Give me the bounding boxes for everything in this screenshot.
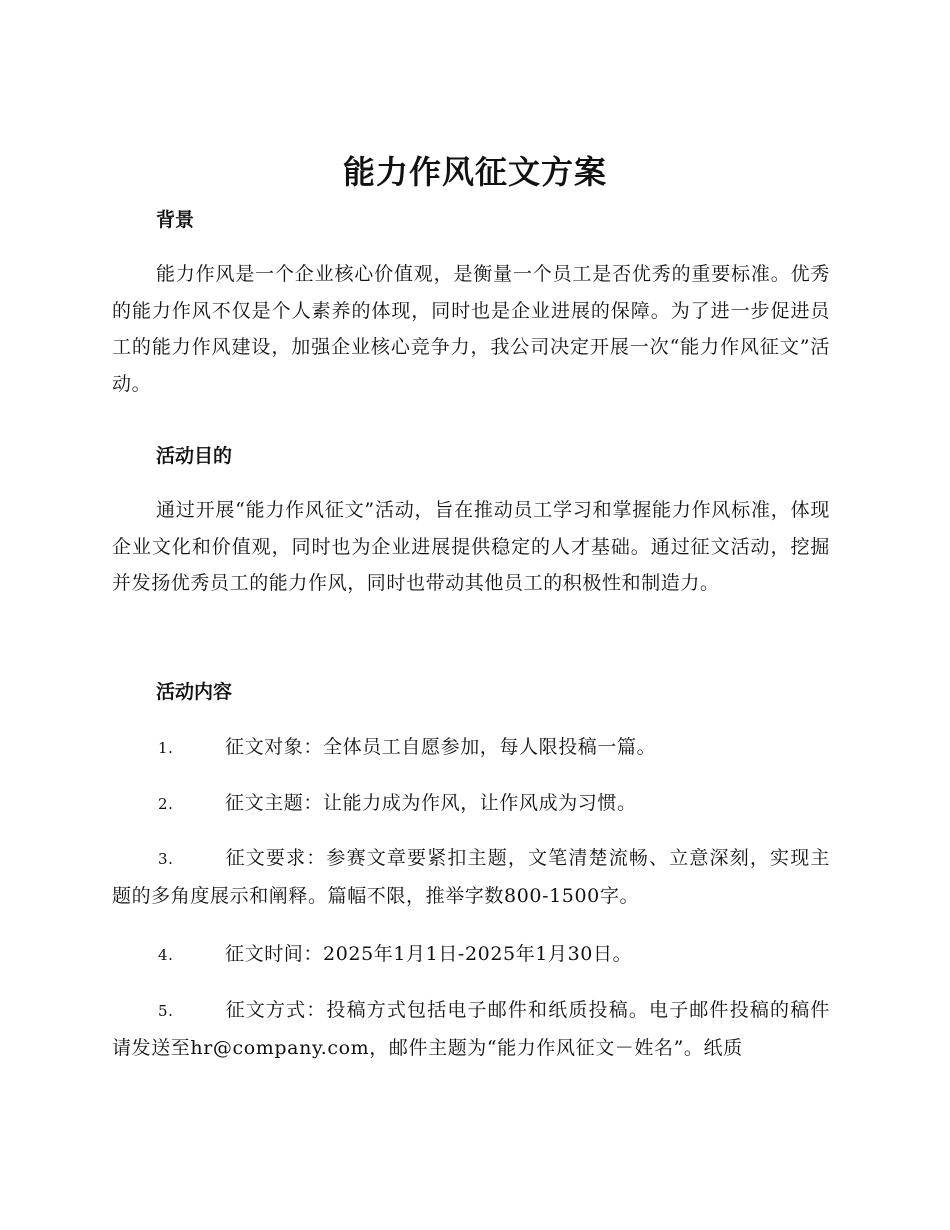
- list-item-number: 4.: [158, 946, 174, 964]
- list-item: [112, 840, 830, 914]
- list-item-number: 3.: [158, 850, 174, 868]
- list-item-text: 征文对象：全体员工自愿参加，每人限投稿一篇。: [225, 736, 657, 758]
- list-item-text: 征文方式：投稿方式包括电子邮件和纸质投稿。电子邮件投稿的稿件请发送至hr@company.com，邮件主题为“能力作风征文－姓名”。纸质: [112, 999, 830, 1059]
- section-paragraph-purpose: 通过开展“能力作风征文”活动，旨在推动员工学习和掌握能力作风标准，体现企业文化和价值观，同时也为企业进展提供稳定的人才基础。通过征文活动，挖掘并发扬优秀员工的能力作风，同时也带动其他员工的积极性和制造力。: [112, 499, 830, 594]
- list-item: [112, 992, 830, 1066]
- section-paragraph-background: 能力作风是一个企业核心价值观，是衡量一个员工是否优秀的重要标准。优秀的能力作风不仅是个人素养的体现，同时也是企业进展的保障。为了进一步促进员工的能力作风建设，加强企业核心竞争力，我公司决定开展一次“能力作风征文”活动。: [112, 263, 830, 395]
- list-item-number: 1.: [158, 739, 174, 757]
- section-heading-background: 背景: [156, 209, 195, 231]
- list-item-text: 征文时间：2025年1月1日-2025年1月30日。: [225, 943, 633, 965]
- list-item: [112, 936, 830, 974]
- list-item-number: 5.: [158, 1002, 174, 1020]
- list-item-text: 征文主题：让能力成为作风，让作风成为习惯。: [225, 792, 637, 814]
- list-item-text: 征文要求：参赛文章要紧扣主题，文笔清楚流畅、立意深刻，实现主题的多角度展示和阐释。篇幅不限，推举字数800-1500字。: [112, 847, 830, 907]
- list-item: [112, 729, 830, 767]
- section-heading-content: 活动内容: [156, 681, 233, 703]
- list-item: [112, 785, 830, 823]
- section-heading-purpose: 活动目的: [156, 445, 233, 467]
- list-item-number: 2.: [158, 795, 174, 813]
- document-title: 能力作风征文方案: [342, 153, 607, 191]
